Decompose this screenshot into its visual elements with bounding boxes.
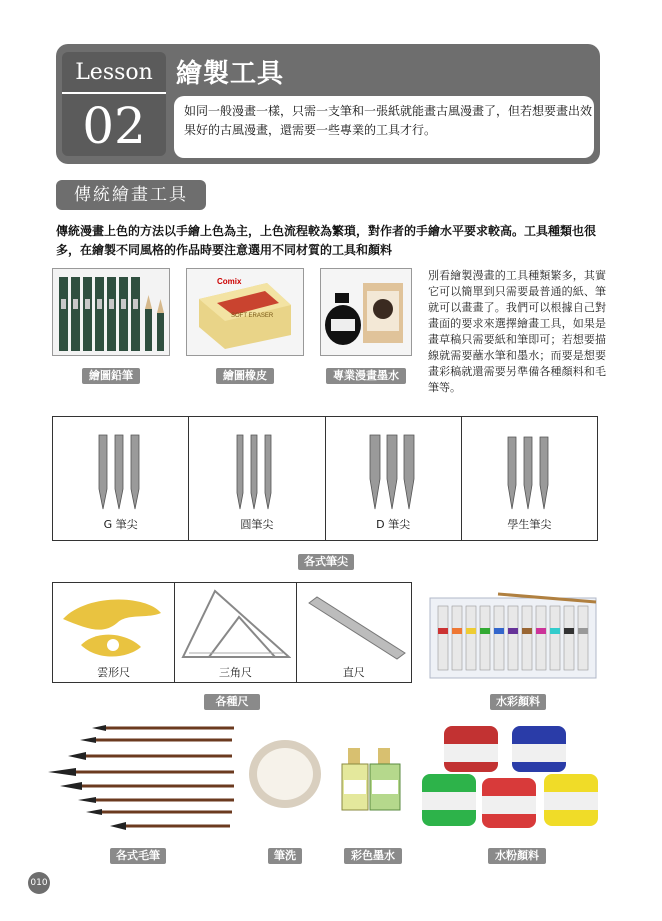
ink-bottle-icon (321, 269, 411, 355)
ruler-label: 直尺 (342, 666, 365, 679)
brushes-image (46, 716, 236, 838)
watercolor-icon (428, 588, 598, 682)
nib-icon (502, 429, 558, 513)
nib-icon (93, 429, 149, 513)
ink-image (320, 268, 412, 356)
bowl-icon (246, 736, 324, 810)
set-square-icon (179, 587, 291, 665)
paint-jars-icon (420, 722, 602, 834)
nib-icon (366, 429, 422, 513)
side-paragraph: 別看繪製漫畫的工具種類繁多，其實它可以簡單到只需要最普通的紙、筆就可以畫畫了。我們可以根據自己對畫面的要求來選擇繪畫工具，如果是畫草稿只需要紙和筆即可；若想要描線就需要蘸水筆和墨水；而要是想要畫彩稿就還需要另準備各種顏料和毛筆等。 (428, 269, 606, 394)
nib-icon (233, 429, 281, 513)
nib-cell-student (462, 417, 597, 540)
ink-bottles-icon (338, 746, 408, 812)
section-title: 傳統繪畫工具 (74, 185, 188, 205)
page-number: 010 (28, 872, 50, 894)
nib-label: D 筆尖 (376, 518, 411, 531)
pencils-image (52, 268, 170, 356)
eraser-label: SOFT ERASER (231, 313, 274, 319)
ruler-cell-french (53, 583, 175, 682)
eraser-icon (187, 269, 303, 355)
brushes-icon (46, 716, 236, 838)
colored-ink-image (338, 746, 408, 812)
ruler-label: 三角尺 (218, 666, 252, 679)
brush-washer-image (246, 736, 324, 810)
caption-ink: 專業漫畫墨水 (326, 368, 406, 384)
watercolor-image (428, 588, 598, 682)
nib-table (52, 416, 598, 541)
caption-rulers: 各種尺 (204, 694, 260, 710)
lesson-number: 02 (82, 97, 146, 155)
caption-brush-washer: 筆洗 (268, 848, 302, 864)
ruler-label: 雲形尺 (97, 666, 131, 679)
caption-colored-ink: 彩色墨水 (344, 848, 402, 864)
caption-pencils: 繪圖鉛筆 (82, 368, 140, 384)
caption-brushes: 各式毛筆 (110, 848, 166, 864)
caption-gouache: 水粉顏料 (488, 848, 546, 864)
french-curve-icon (57, 589, 169, 665)
eraser-image (186, 268, 304, 356)
nib-cell-round (189, 417, 325, 540)
ruler-table (52, 582, 412, 683)
lesson-word: Lesson (75, 60, 153, 85)
caption-watercolor: 水彩顏料 (490, 694, 546, 710)
caption-eraser: 繪圖橡皮 (216, 368, 274, 384)
straight-ruler-icon (301, 589, 409, 665)
eraser-brand: Comix (217, 277, 242, 286)
ruler-cell-straight (297, 583, 411, 682)
lesson-divider (62, 92, 166, 94)
nib-label: 學生筆尖 (507, 518, 552, 531)
nib-label: G 筆尖 (103, 518, 138, 531)
nib-label: 圓筆尖 (240, 518, 274, 531)
lead-paragraph: 傳統漫畫上色的方法以手繪上色為主，上色流程較為繁瑣，對作者的手繪水平要求較高。工具種類也很多，在繪製不同風格的作品時要注意選用不同材質的工具和顏料 (56, 224, 597, 257)
pencils-icon (53, 269, 169, 355)
caption-nibs: 各式筆尖 (298, 554, 354, 570)
ruler-cell-triangle (175, 583, 296, 682)
gouache-image (420, 722, 602, 834)
page-title: 繪製工具 (176, 59, 285, 89)
nib-cell-d (326, 417, 462, 540)
nib-cell-g (53, 417, 189, 540)
intro-text: 如同一般漫畫一樣，只需一支筆和一張紙就能畫古風漫畫了，但若想要畫出效果好的古風漫畫，還需要一些專業的工具才行。 (184, 104, 593, 137)
